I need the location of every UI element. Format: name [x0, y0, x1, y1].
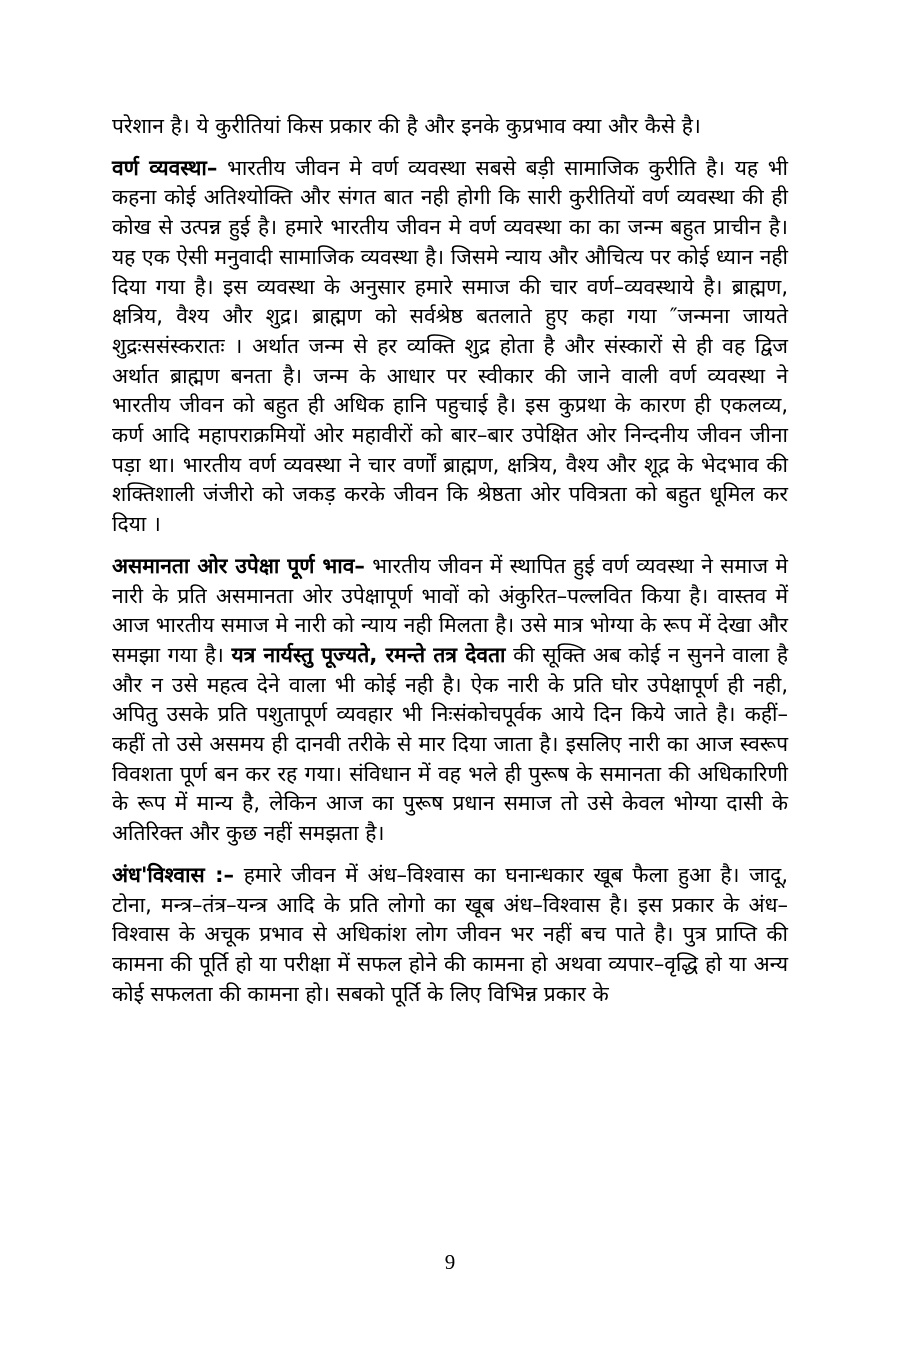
asamanta-heading: असमानता ओर उपेक्षा पूर्ण भाव–: [112, 553, 365, 578]
asamanta-text-after: की सूक्ति अब कोई न सुनने वाला है और न उसे महत्व देने वाला भी कोई नही है। ऐक नारी के प्रति घोर उपेक्षापूर्ण ही नही, अपितु उसके प्रति पशुतापूर्ण व्यवहार भी निःसंकोचपूर्वक आये दिन किये जाते है। कहीं–कहीं तो उसे असमय ही दानवी तरीके से मार दिया जाता है। इसलिए नारी का आज स्वरूप विवशता पूर्ण बन कर रह गया। संविधान में वह भले ही पुरूष के समानता की अधिकारिणी के रूप में मान्य है, लेकिन आज का पुरूष प्रधान समाज तो उसे केवल भोग्या दासी के अतिरिक्त और कुछ नहीं समझता है।: [112, 642, 788, 846]
intro-text: परेशान है। ये कुरीतियां किस प्रकार की है और इनके कुप्रभाव क्या और कैसे है।: [112, 114, 701, 138]
intro-paragraph: [112, 112, 788, 142]
page-body: [112, 112, 788, 1021]
andhvishwas-paragraph: [112, 861, 788, 1010]
sanskrit-quote: यत्र नार्यस्तु पूज्यते, रमन्ते तत्र देवता: [231, 642, 506, 667]
asamanta-paragraph: [112, 552, 788, 849]
andhvishwas-heading: अंध'विश्वास :–: [112, 862, 234, 887]
varna-vyavastha-paragraph: [112, 154, 788, 540]
varna-vyavastha-heading: वर्ण व्यवस्था–: [112, 155, 218, 180]
varna-vyavastha-text: भारतीय जीवन मे वर्ण व्यवस्था सबसे बड़ी सामाजिक कुरीति है। यह भी कहना कोई अतिश्योक्ति और संगत बात नही होगी कि सारी कुरीतियों वर्ण व्यवस्था की ही कोख से उत्पन्न हुई है। हमारे भारतीय जीवन मे वर्ण व्यवस्था का का जन्म बहुत प्राचीन है। यह एक ऐसी मनुवादी सामाजिक व्यवस्था है। जिसमे न्याय और औचित्य पर कोई ध्यान नही दिया गया है। इस व्यवस्था के अनुसार हमारे समाज की चार वर्ण–व्यवस्थाये है। ब्राह्मण, क्षत्रिय, वैश्य और शुद्र। ब्राह्मण को सर्वश्रेष्ठ बतलाते हुए कहा गया ″जन्मना जायते शुद्रःससंस्करातः । अर्थात जन्म से हर व्यक्ति शुद्र होता है और संस्कारों से ही वह द्विज अर्थात ब्राह्मण बनता है। जन्म के आधार पर स्वीकार की जाने वाली वर्ण व्यवस्था ने भारतीय जीवन को बहुत ही अधिक हानि पहुचाई है। इस कुप्रथा के कारण ही एकलव्य, कर्ण आदि महापराक्रमियों ओर महावीरों को बार–बार उपेक्षित ओर निन्दनीय जीवन जीना पड़ा था। भारतीय वर्ण व्यवस्था ने चार वर्णों ब्राह्मण, क्षत्रिय, वैश्य और शूद्र के भेदभाव की शक्तिशाली जंजीरो को जकड़ करके जीवन कि श्रेष्ठता ओर पवित्रता को बहुत धूमिल कर दिया ।: [112, 155, 788, 537]
asamanta-text-before: भारतीय जीवन में स्थापित हुई वर्ण व्यवस्था ने समाज मे नारी के प्रति असमानता ओर उपेक्षापूर्ण भावों को अंकुरित–पल्लवित किया है। वास्तव में आज भारतीय समाज मे नारी को न्याय नही मिलता है। उसे मात्र भोग्या के रूप में देखा और समझा गया है।: [112, 553, 788, 667]
page-number: 9: [444, 1250, 456, 1274]
andhvishwas-text: हमारे जीवन में अंध–विश्वास का घनान्धकार खूब फैला हुआ है। जादू, टोना, मन्त्र–तंत्र–यन्त्र आदि के प्रति लोगो का खूब अंध–विश्वास है। इस प्रकार के अंध–विश्वास के अचूक प्रभाव से अधिकांश लोग जीवन भर नहीं बच पाते है। पुत्र प्राप्ति की कामना की पूर्ति हो या परीक्षा में सफल होने की कामना हो अथवा व्यपार–वृद्धि हो या अन्य कोई सफलता की कामना हो। सबको पूर्ति के लिए विभिन्न प्रकार के: [112, 862, 788, 1006]
